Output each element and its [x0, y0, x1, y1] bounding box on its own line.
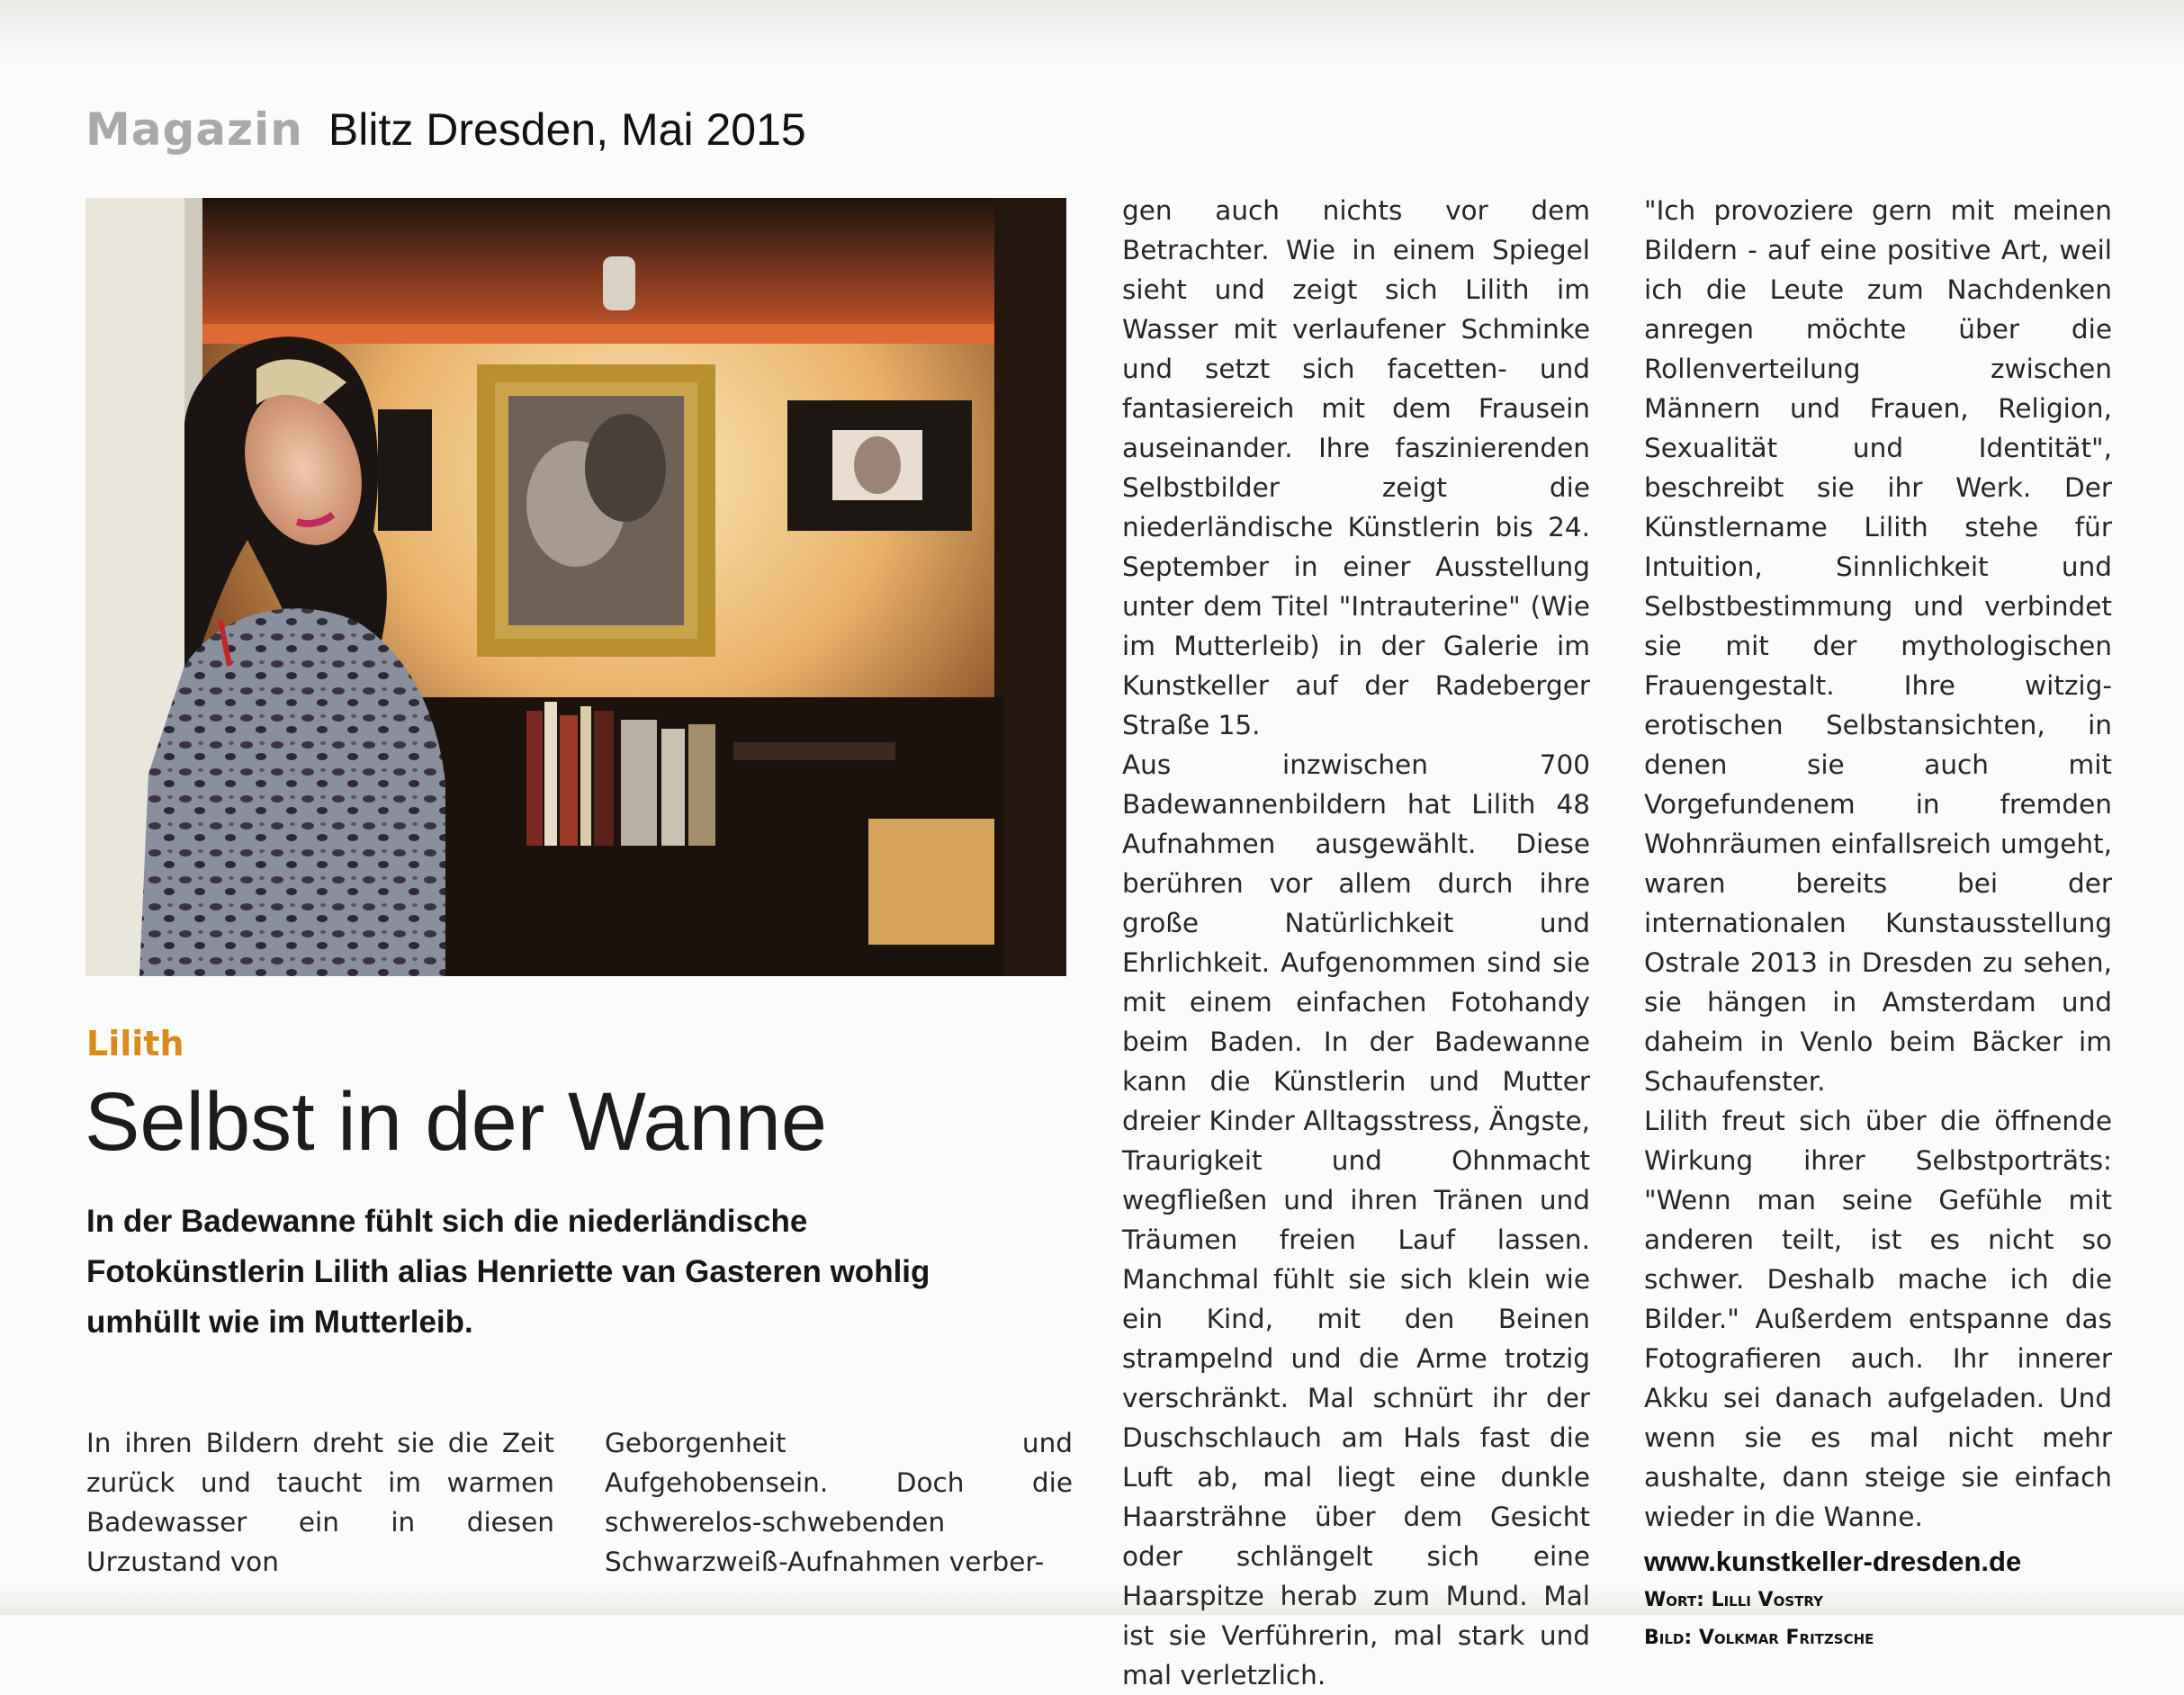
- photo-illustration: [85, 198, 1066, 976]
- photo-credit: Bild: Volkmar Fritzsche: [1644, 1627, 1874, 1649]
- body-paragraph: In ihren Bildern dreht sie die Zeit zurück und taucht im warmen Badewasser ein in diesen Urzustand von: [86, 1428, 554, 1577]
- body-paragraph: Geborgenheit und Aufgehobensein. Doch die schwerelos-schwebenden Schwarzweiß-Aufnahmen verber-: [605, 1428, 1073, 1577]
- body-column-1: [86, 1423, 554, 1582]
- body-paragraph: Lilith freut sich über die öffnende Wirkung ihrer Selbstporträts: "Wenn man seine Gefühle mit anderen teilt, ist es nicht so schwer. Deshalb mache ich die Bilder." Außerdem entspanne das Fotografieren auch. Ihr innerer Akku sei danach aufgeladen. Und wenn sie es mal nicht mehr aushalte, dann steige sie einfach wieder in die Wanne.: [1644, 1106, 2112, 1532]
- article-kicker: Lilith: [86, 1024, 184, 1063]
- article-photo: [85, 198, 1066, 976]
- gallery-url: www.kunstkeller-dresden.de: [1644, 1546, 2022, 1577]
- masthead: [85, 103, 806, 166]
- body-column-4: [1644, 191, 2112, 1657]
- body-paragraph: gen auch nichts vor dem Betrachter. Wie in einem Spiegel sieht und zeigt sich Lilith im Wasser mit verlaufener Schminke und setzt sich facetten- und fantasiereich mit dem Frausein auseinander. Ihre faszinierenden Selbstbilder zeigt die niederländische Künstlerin bis 24. September in einer Ausstellung unter dem Titel "Intrauterine" (Wie im Mutterleib) in der Galerie im Kunstkeller auf der Radeberger Straße 15.: [1122, 195, 1590, 740]
- section-label: Magazin: [85, 103, 303, 156]
- body-paragraph: "Ich provoziere gern mit meinen Bildern - auf eine positive Art, weil ich die Leute zum Nachdenken anregen möchte über die Rollenverteilung zwischen Männern und Frauen, Religion, Sexualität und Identität", beschreibt sie ihr Werk. Der Künstlername Lilith stehe für Intuition, Sinnlichkeit und Selbstbestimmung und verbindet sie mit der mythologischen Frauengestalt. Ihre witzig-erotischen Selbstansichten, in denen sie auch mit Vorgefundenem in fremden Wohnräumen einfallsreich umgeht, waren bereits bei der internationalen Kunstausstellung Ostrale 2013 in Dresden zu sehen, sie hängen in Amsterdam und daheim in Venlo beim Bäcker im Schaufenster.: [1644, 195, 2112, 1097]
- scan-top-edge: [0, 0, 2184, 63]
- article-lead: In der Badewanne fühlt sich die niederländische Fotokünstlerin Lilith alias Henriette van Gasteren wohlig umhüllt wie im Mutterleib.: [86, 1204, 930, 1340]
- body-column-3: [1122, 191, 1590, 1695]
- body-paragraph: Aus inzwischen 700 Badewannenbildern hat Lilith 48 Aufnahmen ausgewählt. Diese berühren vor allem durch ihre große Natürlichkeit und Ehrlichkeit. Aufgenommen sind sie mit einem einfachen Fotohandy beim Baden. In der Badewanne kann die Künstlerin und Mutter dreier Kinder Alltagsstress, Ängste, Traurigkeit und Ohnmacht wegfließen und ihren Tränen und Träumen freien Lauf lassen. Manchmal fühlt sie sich klein wie ein Kind, mit den Beinen strampelnd und die Arme trotzig verschränkt. Mal schnürt ihr der Duschschlauch am Hals fast die Luft ab, mal liegt eine dunkle Haarsträhne über dem Gesicht oder schlängelt sich eine Haarspitze herab zum Mund. Mal ist sie Verführerin, mal stark und mal verletzlich.: [1122, 749, 1590, 1691]
- article-headline: Selbst in der Wanne: [85, 1076, 828, 1168]
- author-credit: Wort: Lilli Vostry: [1644, 1589, 1823, 1611]
- issue-label: Blitz Dresden, Mai 2015: [328, 104, 806, 155]
- body-column-2: [605, 1423, 1073, 1582]
